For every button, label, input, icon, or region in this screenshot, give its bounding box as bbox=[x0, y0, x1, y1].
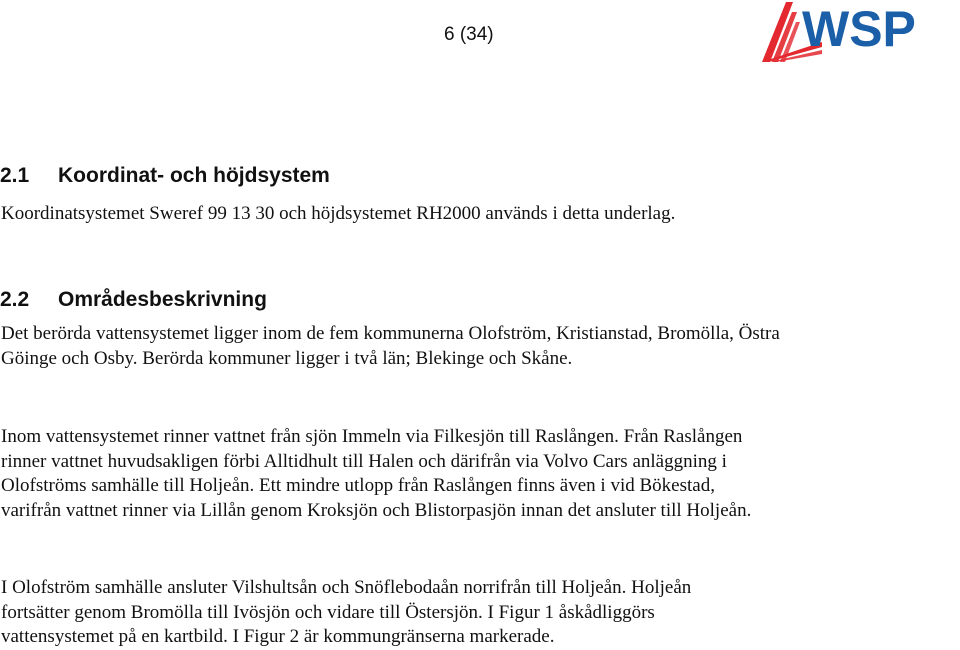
section-title: Koordinat- och höjdsystem bbox=[58, 164, 330, 187]
section-title: Områdesbeskrivning bbox=[58, 288, 267, 311]
logo-text: WSP bbox=[802, 1, 916, 57]
section-heading-2-2 bbox=[0, 285, 267, 315]
paragraph: Koordinatsystemet Sweref 99 13 30 och höjdsystemet RH2000 används i detta underlag. bbox=[1, 203, 676, 224]
wsp-logo-icon bbox=[762, 0, 960, 64]
wsp-logo bbox=[762, 0, 960, 64]
section-number: 2.2 bbox=[0, 288, 30, 311]
paragraph: Inom vattensystemet rinner vattnet från sjön Immeln via Filkesjön till Raslången. Från Raslången rinner vattnet huvudsakligen förbi Alltidhult till Halen och därifrån via Volvo Cars anläggning i Olofströms samhälle till Holjeån. Ett mindre utlopp från Raslången finns även i vid Bökestad, varifrån vattnet rinner via Lillån genom Kroksjön och Blistorpasjön innan det ansluter till Holjeån. bbox=[1, 426, 752, 521]
section-number: 2.1 bbox=[0, 164, 30, 187]
paragraph: Det berörda vattensystemet ligger inom de fem kommunerna Olofström, Kristianstad, Bromölla, Östra Göinge och Osby. Berörda kommuner ligger i två län; Blekinge och Skåne. bbox=[1, 323, 780, 369]
page-number: 6 (34) bbox=[444, 24, 494, 45]
paragraph: I Olofström samhälle ansluter Vilshultsån och Snöflebodaån norrifrån till Holjeån. Holjeån fortsätter genom Bromölla till Ivösjön och vidare till Östersjön. I Figur 1 åskådliggörs vattensystemet på en kartbild. I Figur 2 är kommungränserna markerade. bbox=[1, 577, 692, 647]
section-heading-2-1 bbox=[0, 161, 330, 191]
